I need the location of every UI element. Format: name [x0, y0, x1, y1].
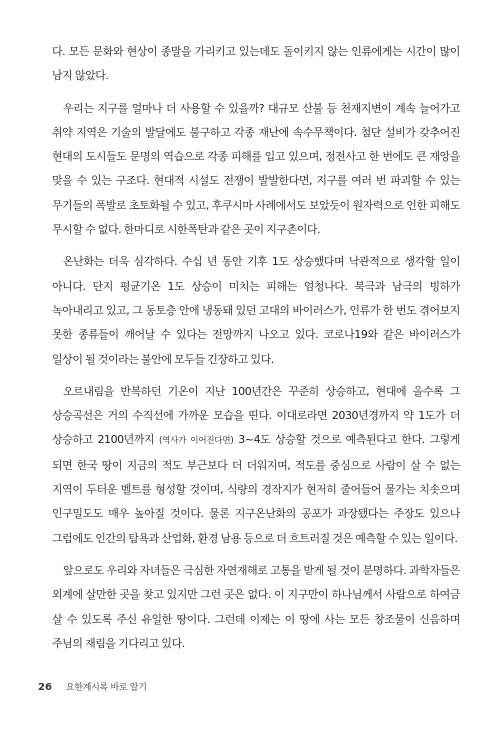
parenthetical-note: (역사가 이어진다면) [158, 436, 234, 447]
page-footer [38, 680, 147, 693]
paragraph-3: 온난화는 더욱 심각하다. 수십 년 동안 기후 1도 상승했다며 낙관적으로 생각할 일이 아니다. 단지 평균기온 1도 상승이 미치는 피해는 엄청나다. 북극과 남극의 빙하가 녹아내리고 있고, 그 동토층 안에 냉동돼 있던 고대의 바이러스가, 인류가 한 번도 겪어보지 못한 종류들이 깨어날 수 있다는 전망까지 나오고 있다. 코로나19와 같은 바이러스가 일상이 될 것이라는 불안에 모두들 긴장하고 있다. [52, 255, 460, 366]
running-title: 요한계시록 바로 알기 [65, 683, 147, 693]
paragraph-1: 다. 모든 문화와 현상이 종말을 가리키고 있는데도 돌이키지 않는 인류에게는 시간이 많이 남지 않았다. [52, 45, 460, 83]
paragraph-4-part-1: 오르내림을 반복하던 기온이 지난 100년간은 꾸준히 상승하고, 현대에 올수록 그 상승곡선은 거의 수직선에 가까운 모습을 띤다. 이대로라면 2030년경까지 약 1도가 더 상승하고 2100년까지 [52, 384, 460, 447]
page-number: 26 [38, 682, 52, 693]
paragraph-4 [52, 380, 460, 551]
page-body [52, 40, 460, 664]
paragraph-5: 앞으로도 우리와 자녀들은 극심한 자연재해로 고통을 받게 될 것이 분명하다. 과학자들은 외계에 살만한 곳을 찾고 있지만 그런 곳은 없다. 이 지구만이 하나님께서 사람으로 하여금 살 수 있도록 주신 유일한 땅이다. 그런데 이제는 이 땅에 사는 모든 창조물이 신음하며 주님의 재림을 기다리고 있다. [52, 563, 460, 650]
paragraph-4-part-2: 3~4도 상승할 것으로 예측된다고 한다. 그렇게 되면 한국 땅이 지금의 적도 부근보다 더 더워지며, 적도를 중심으로 사람이 살 수 없는 지역이 두터운 벨트를 형성할 것이며, 식량의 경작지가 현저히 줄어들어 물가는 치솟으며 인구밀도도 매우 높아질 것이다. 물론 지구온난화의 공포가 과장됐다는 주장도 있으나 그럼에도 인간의 탐욕과 산업화, 환경 남용 등으로 더 흐트러질 것은 예측할 수 있는 일이다. [52, 433, 460, 545]
paragraph-2: 우리는 지구를 얼마나 더 사용할 수 있을까? 대규모 산불 등 천재지변이 계속 늘어가고 취약 지역은 기술의 발달에도 불구하고 각종 재난에 속수무책이다. 첨단 설비가 갖추어진 현대의 도시들도 문명의 역습으로 각종 피해를 입고 있으며, 정전사고 한 번에도 큰 재앙을 맞을 수 있는 구조다. 현대적 시설도 전쟁이 발발한다면, 지구를 여러 번 파괴할 수 있는 무기들의 폭발로 초토화될 수 있고, 후쿠시마 사례에서도 보았듯이 원자력으로 인한 피해도 무시할 수 없다. 한마디로 시한폭탄과 같은 곳이 지구촌이다. [52, 101, 460, 237]
